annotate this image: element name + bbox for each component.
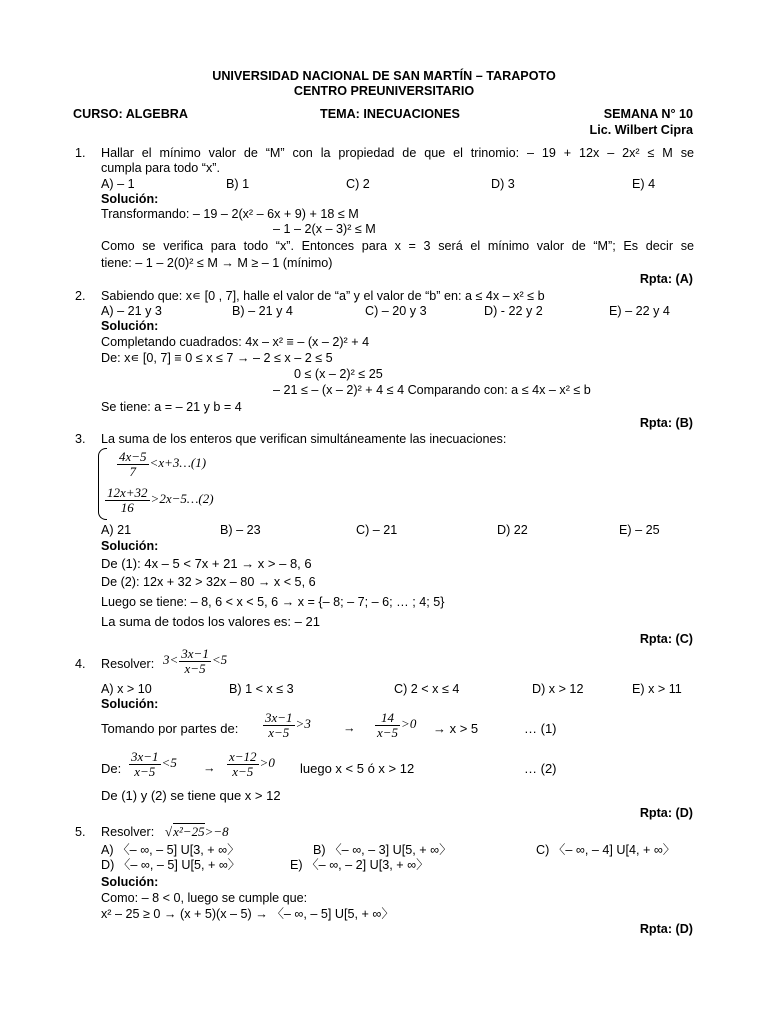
q2-option-e: E) – 22 y 4 — [609, 304, 670, 318]
q4-step-2-arrow: → — [203, 761, 216, 775]
q1-answer: Rpta: (A) — [639, 272, 693, 286]
teacher-name: Lic. Wilbert Cipra — [589, 123, 693, 137]
q1-option-c: C) 2 — [346, 177, 370, 191]
q3-option-b: B) – 23 — [220, 523, 261, 537]
q4-step-2-expr: $\frac{3x-1}{x-5}$ <5 — [131, 749, 177, 779]
q3-step-1: De (1): 4x – 5 < 7x + 21 → x > – 8, 6 — [101, 556, 312, 571]
q5-step-1: Como: – 8 < 0, luego se cumple que: — [101, 891, 308, 905]
q3-answer: Rpta: (C) — [639, 632, 693, 646]
q5-option-c: C) 〈– ∞, – 4] U[4, + ∞〉 — [536, 843, 676, 857]
q4-step-1-expr2: $\frac{14}{x-5}$ >0 — [377, 710, 417, 740]
q1-step-1: Transformando: – 19 – 2(x² – 6x + 9) + 18 ≤ M — [101, 207, 359, 221]
q2-number: 2. — [75, 289, 86, 303]
q1-option-b: B) 1 — [226, 177, 250, 191]
q2-option-d: D) - 22 y 2 — [484, 304, 543, 318]
q4-option-c: C) 2 < x ≤ 4 — [394, 682, 460, 696]
q1-statement: Hallar el mínimo valor de “M” con la propiedad de que el trinomio: – 19 + 12x – 2x² ≤ M se — [101, 146, 694, 160]
q5-solution-heading: Solución: — [101, 875, 159, 889]
q3-solution-heading: Solución: — [101, 539, 159, 553]
center-title: CENTRO PREUNIVERSITARIO — [293, 84, 475, 98]
q5-option-b: B) 〈– ∞, – 3] U[5, + ∞〉 — [313, 843, 452, 857]
university-title: UNIVERSIDAD NACIONAL DE SAN MARTÍN – TARAPOTO — [212, 69, 556, 83]
q5-number: 5. — [75, 825, 86, 839]
q3-inequality-1: $\frac{4x-5}{7}$ <x+3…(1) — [119, 449, 207, 479]
q4-step-1-arrow: → — [343, 721, 356, 735]
q2-step-5: Se tiene: a = – 21 y b = 4 — [101, 400, 242, 414]
q2-step-2: De: x∊ [0, 7] ≡ 0 ≤ x ≤ 7 → – 2 ≤ x – 2 ≤ 5 — [101, 351, 333, 365]
q5-option-a: A) 〈– ∞, – 5] U[3, + ∞〉 — [101, 843, 240, 857]
q4-inequality: 3< $\frac{3x-1}{x-5}$ <5 — [163, 646, 228, 676]
q3-option-e: E) – 25 — [619, 523, 660, 537]
q4-option-d: D) x > 12 — [532, 682, 584, 696]
q4-step-1-expr: $\frac{3x-1}{x-5}$ >3 — [265, 710, 311, 740]
q4-step-3: De (1) y (2) se tiene que x > 12 — [101, 788, 281, 803]
q5-option-d: D) 〈– ∞, – 5] U[5, + ∞〉 — [101, 858, 241, 872]
q1-option-a: A) – 1 — [101, 177, 135, 191]
q4-number: 4. — [75, 657, 86, 671]
q4-option-a: A) x > 10 — [101, 682, 152, 696]
q2-answer: Rpta: (B) — [639, 416, 693, 430]
q5-step-2: x² – 25 ≥ 0 → (x + 5)(x – 5) → 〈– ∞, – 5] U[5, + ∞〉 — [101, 907, 394, 921]
q2-solution-heading: Solución: — [101, 319, 159, 333]
q3-step-3: Luego se tiene: – 8, 6 < x < 5, 6 → x = {– 8; – 7; – 6; … ; 4; 5} — [101, 595, 445, 609]
q4-step-2-expr2: $\frac{x-12}{x-5}$ >0 — [229, 749, 275, 779]
q2-step-4: – 21 ≤ – (x – 2)² + 4 ≤ 4 Comparando con: a ≤ 4x – x² ≤ b — [273, 383, 591, 397]
q3-option-a: A) 21 — [101, 523, 132, 537]
q1-number: 1. — [75, 146, 86, 160]
topic-label: TEMA: INECUACIONES — [320, 107, 460, 121]
q3-number: 3. — [75, 432, 86, 446]
q4-step-1-label: Tomando por partes de: — [101, 721, 239, 736]
q5-option-e: E) 〈– ∞, – 2] U[3, + ∞〉 — [290, 858, 429, 872]
q4-step-2-label: De: — [101, 761, 122, 776]
q5-statement: Resolver: — [101, 825, 155, 839]
week-label: SEMANA N° 10 — [603, 107, 693, 121]
q1-step-4: tiene: – 1 – 2(0)² ≤ M → M ≥ – 1 (mínimo) — [101, 256, 333, 270]
q4-statement: Resolver: — [101, 657, 155, 671]
q4-step-2-tag: … (2) — [524, 761, 557, 776]
q1-step-3: Como se verifica para todo “x”. Entonces para x = 3 será el mínimo valor de “M”; Es decir se — [101, 239, 694, 253]
q4-option-e: E) x > 11 — [632, 682, 682, 696]
q4-option-b: B) 1 < x ≤ 3 — [229, 682, 294, 696]
q2-statement: Sabiendo que: x∊ [0 , 7], halle el valor de “a” y el valor de “b” en: a ≤ 4x – x² ≤ b — [101, 289, 545, 303]
q1-solution-heading: Solución: — [101, 192, 159, 206]
q1-option-e: E) 4 — [632, 177, 656, 191]
q4-step-1-tag: … (1) — [524, 721, 557, 736]
q3-step-2: De (2): 12x + 32 > 32x – 80 → x < 5, 6 — [101, 575, 316, 589]
q1-statement-cont: cumpla para todo “x”. — [101, 161, 220, 175]
q2-step-3: 0 ≤ (x – 2)² ≤ 25 — [294, 367, 383, 381]
q3-step-4: La suma de todos los valores es: – 21 — [101, 614, 320, 629]
q4-step-2-result: luego x < 5 ó x > 12 — [300, 761, 415, 776]
q4-solution-heading: Solución: — [101, 697, 159, 711]
q2-option-b: B) – 21 y 4 — [232, 304, 293, 318]
q3-option-c: C) – 21 — [356, 523, 398, 537]
q3-statement: La suma de los enteros que verifican simultáneamente las inecuaciones: — [101, 432, 507, 446]
q3-option-d: D) 22 — [497, 523, 528, 537]
q4-step-1-result: → x > 5 — [433, 721, 479, 736]
q5-inequality: √x²−25>−8 — [165, 824, 229, 839]
q1-step-2: – 1 – 2(x – 3)² ≤ M — [273, 222, 376, 236]
q2-option-a: A) – 21 y 3 — [101, 304, 162, 318]
q4-answer: Rpta: (D) — [639, 806, 693, 820]
q3-inequality-2: $\frac{12x+32}{16}$ >2x−5…(2) — [107, 485, 214, 515]
q5-answer: Rpta: (D) — [639, 922, 693, 936]
q2-option-c: C) – 20 y 3 — [365, 304, 427, 318]
q1-option-d: D) 3 — [491, 177, 515, 191]
q2-step-1: Completando cuadrados: 4x – x² ≡ – (x – 2)² + 4 — [101, 335, 370, 349]
course-label: CURSO: ALGEBRA — [73, 107, 188, 121]
